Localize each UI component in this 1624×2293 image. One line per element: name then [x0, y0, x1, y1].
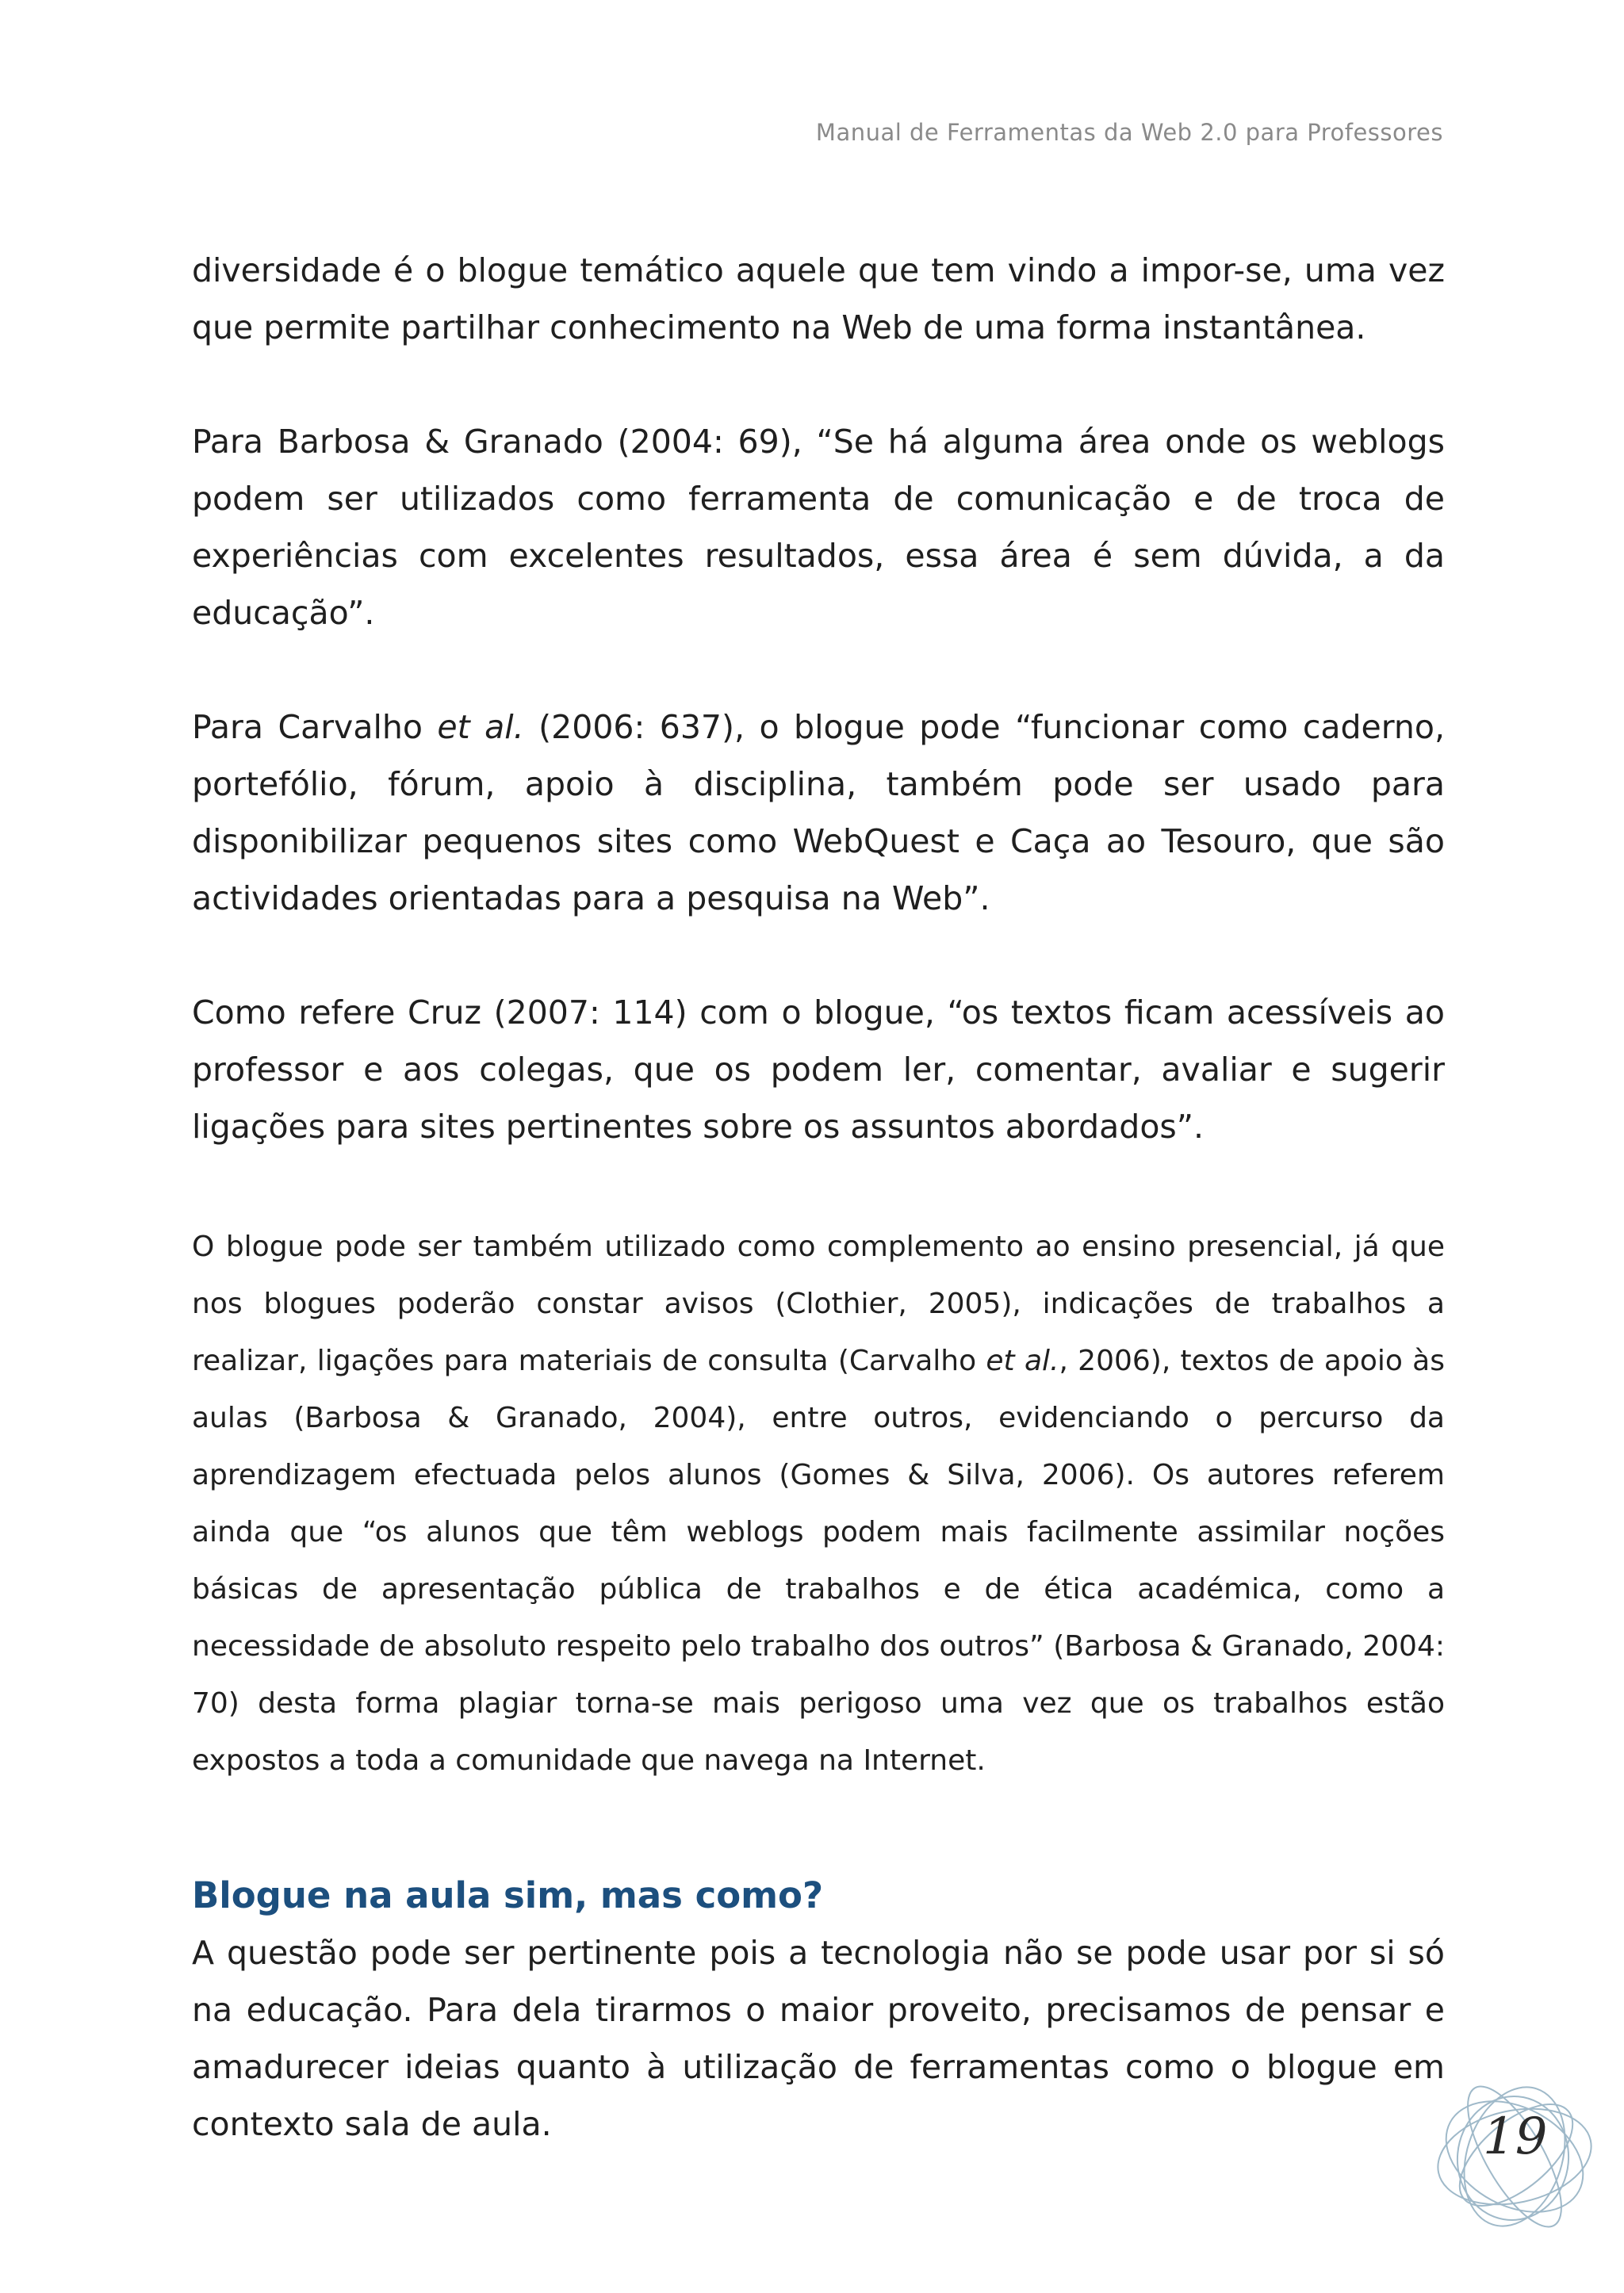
paragraph-blog-complement: [192, 1219, 1445, 1790]
paragraph-carvalho-quote: [192, 699, 1445, 927]
paragraph-text-before: Para Carvalho: [192, 708, 438, 746]
page-number-badge: [1427, 2069, 1602, 2244]
paragraph-cruz-quote: Como refere Cruz (2007: 114) com o blogue, “os textos ficam acessíveis ao professor e aos colegas, que os podem ler, comentar, avaliar e sugerir ligações para sites pertinentes sobre os assuntos abordados”.: [192, 993, 1445, 1146]
running-header: Manual de Ferramentas da Web 2.0 para Professores: [815, 119, 1443, 146]
page-body: [192, 242, 1445, 2153]
section-heading: Blogue na aula sim, mas como?: [192, 1874, 824, 1916]
paragraph-section-body: A questão pode ser pertinente pois a tecnologia não se pode usar por si só na educação. Para dela tirarmos o maior proveito, precisamos de pensar e amadurecer ideias quanto à utilização de ferramentas como o blogue em contexto sala de aula.: [192, 1934, 1445, 2143]
italic-et-al: et al.: [437, 708, 524, 746]
paragraph-blog-diversity: diversidade é o blogue temático aquele que tem vindo a impor-se, uma vez que permite partilhar conhecimento na Web de uma forma instantânea.: [192, 251, 1445, 346]
italic-et-al: et al.: [986, 1345, 1059, 1377]
paragraph-barbosa-granado-quote: Para Barbosa & Granado (2004: 69), “Se há alguma área onde os weblogs podem ser utilizados como ferramenta de comunicação e de troca de experiências com excelentes resultados, essa área é sem dúvida, a da educação”.: [192, 423, 1445, 632]
paragraph-text-after: , 2006), textos de apoio às aulas (Barbosa & Granado, 2004), entre outros, evidenciando o percurso da aprendizagem efectuada pelos alunos (Gomes & Silva, 2006). Os autores referem ainda que “os alunos que têm weblogs podem mais facilmente assimilar noções básicas de apresentação pública de trabalhos e de ética académica, como a necessidade de absoluto respeito pelo trabalho dos outros” (Barbosa & Granado, 2004: 70) desta forma plagiar torna-se mais perigoso uma vez que os trabalhos estão expostos a toda a comunidade que navega na Internet.: [192, 1345, 1445, 1777]
paragraph-text-after: (2006: 637), o blogue pode “funcionar como caderno, portefólio, fórum, apoio à disciplina, também pode ser usado para disponibilizar pequenos sites como WebQuest e Caça ao Tesouro, que são actividades orientadas para a pesquisa na Web”.: [192, 708, 1445, 917]
paragraph-text-before: O blogue pode ser também utilizado como complemento ao ensino presencial, já que nos blogues poderão constar avisos (Clothier, 2005), indicações de trabalhos a realizar, ligações para materiais de consulta (Carvalho: [192, 1231, 1445, 1377]
page-number: 19: [1483, 2107, 1548, 2166]
